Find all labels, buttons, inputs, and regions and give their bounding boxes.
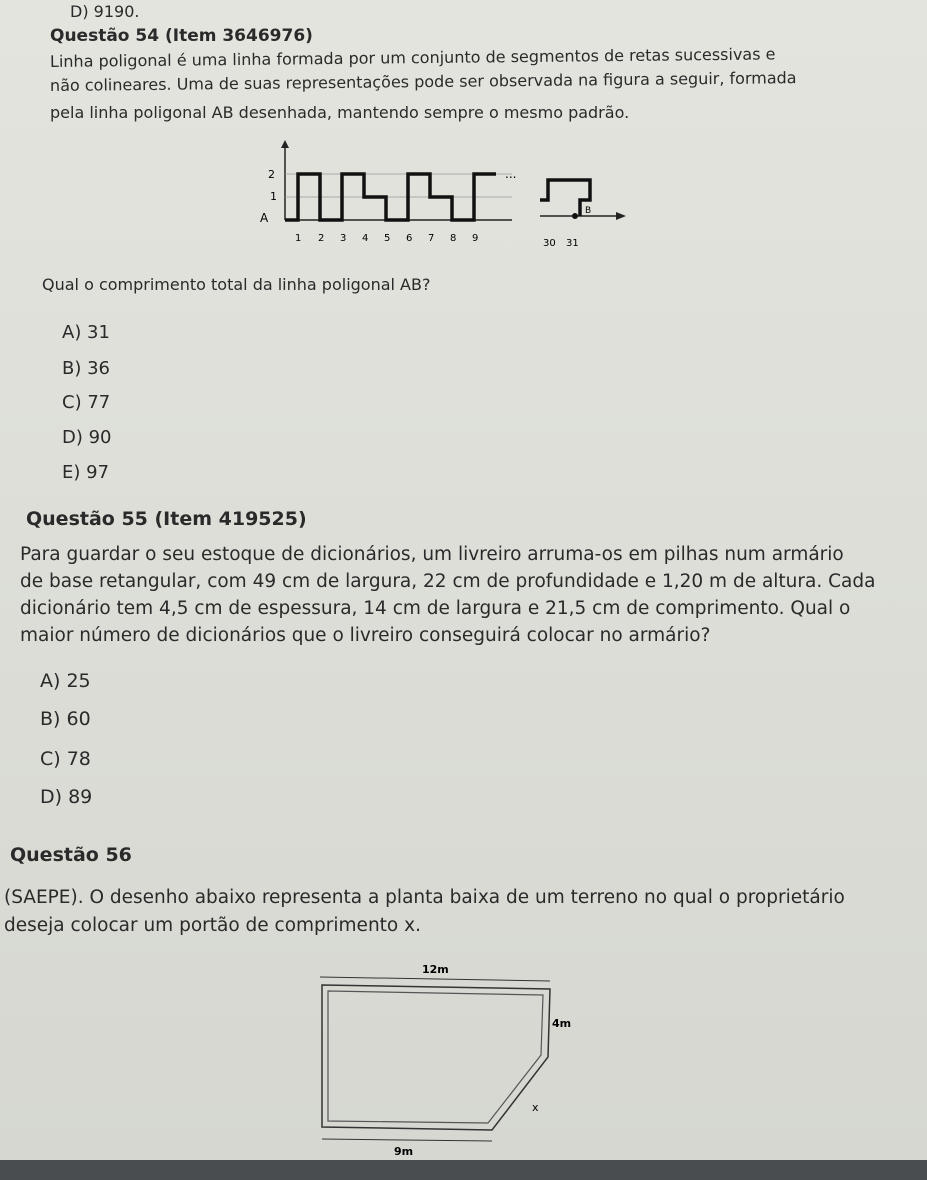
x-tick-4: 4 [362, 233, 369, 244]
q55-option-d[interactable]: D) 89 [40, 786, 93, 808]
q54-text-line-3: pela linha poligonal AB desenhada, mantendo sempre o mesmo padrão. [50, 103, 630, 122]
q54-text-line-1: Linha poligonal é uma linha formada por um conjunto de segmentos de retas sucessivas e [49, 44, 776, 71]
y-axis-arrow-icon [281, 140, 289, 148]
q55-text-line-2: de base retangular, com 49 cm de largura, 22 cm de profundidade e 1,20 m de altura. Cada [20, 571, 876, 592]
q54-question: Qual o comprimento total da linha poligonal AB? [42, 275, 431, 294]
top-label-12m: 12m [422, 963, 449, 976]
q54-option-c[interactable]: C) 77 [62, 392, 111, 413]
x-axis-arrow-icon [616, 212, 626, 220]
point-a-label: A [260, 211, 269, 225]
x-tick-3: 3 [340, 233, 347, 244]
q54-text-line-2: não colineares. Uma de suas representações pode ser observada na figura a seguir, formada [49, 68, 797, 95]
prev-option-d: D) 9190. [70, 2, 140, 21]
q55-text-line-1: Para guardar o seu estoque de dicionários, um livreiro arruma-os em pilhas num armário [20, 544, 844, 565]
x-tick-7: 7 [428, 233, 435, 244]
y-tick-2: 2 [268, 168, 275, 181]
x-tick-6: 6 [406, 233, 413, 244]
q55-option-b[interactable]: B) 60 [40, 708, 91, 730]
x-tick-5: 5 [384, 233, 391, 244]
polygonal-line-end [540, 180, 590, 216]
q54-option-d[interactable]: D) 90 [62, 427, 112, 448]
x-tick-31: 31 [566, 238, 579, 249]
q56-title: Questão 56 [10, 844, 132, 866]
scan-bottom-edge [0, 1160, 927, 1180]
top-dimension-line [320, 977, 550, 981]
q55-option-a[interactable]: A) 25 [40, 670, 91, 692]
figure-ellipsis: ... [505, 167, 517, 181]
q55-option-c[interactable]: C) 78 [40, 748, 91, 770]
q55-text-line-4: maior número de dicionários que o livreiro conseguirá colocar no armário? [20, 625, 711, 646]
q54-option-e[interactable]: E) 97 [62, 462, 110, 483]
terrain-outline [322, 985, 550, 1130]
bottom-dimension-line [322, 1139, 492, 1141]
x-tick-9: 9 [472, 233, 479, 244]
point-b-dot [572, 213, 578, 219]
x-tick-2: 2 [318, 233, 325, 244]
q56-text-line-2: deseja colocar um portão de comprimento x. [4, 915, 421, 936]
q54-option-a[interactable]: A) 31 [62, 322, 110, 343]
q54-option-b[interactable]: B) 36 [62, 358, 110, 379]
q54-polygonal-figure [250, 138, 640, 250]
q56-text-line-1: (SAEPE). O desenho abaixo representa a planta baixa de um terreno no qual o proprietário [4, 887, 845, 908]
gate-label-x: x [532, 1101, 539, 1114]
x-tick-30: 30 [543, 238, 556, 249]
y-tick-1: 1 [270, 190, 277, 203]
terrain-inner-wall [328, 991, 543, 1123]
x-tick-1: 1 [295, 233, 302, 244]
right-label-4m: 4m [552, 1017, 572, 1030]
bottom-label-9m: 9m [394, 1145, 414, 1158]
q55-title: Questão 55 (Item 419525) [26, 508, 307, 530]
q55-text-line-3: dicionário tem 4,5 cm de espessura, 14 cm de largura e 21,5 cm de comprimento. Qual o [20, 598, 851, 619]
point-b-label: B [585, 206, 592, 216]
x-tick-8: 8 [450, 233, 457, 244]
q54-title: Questão 54 (Item 3646976) [50, 26, 313, 46]
q56-terrain-figure [300, 955, 580, 1160]
